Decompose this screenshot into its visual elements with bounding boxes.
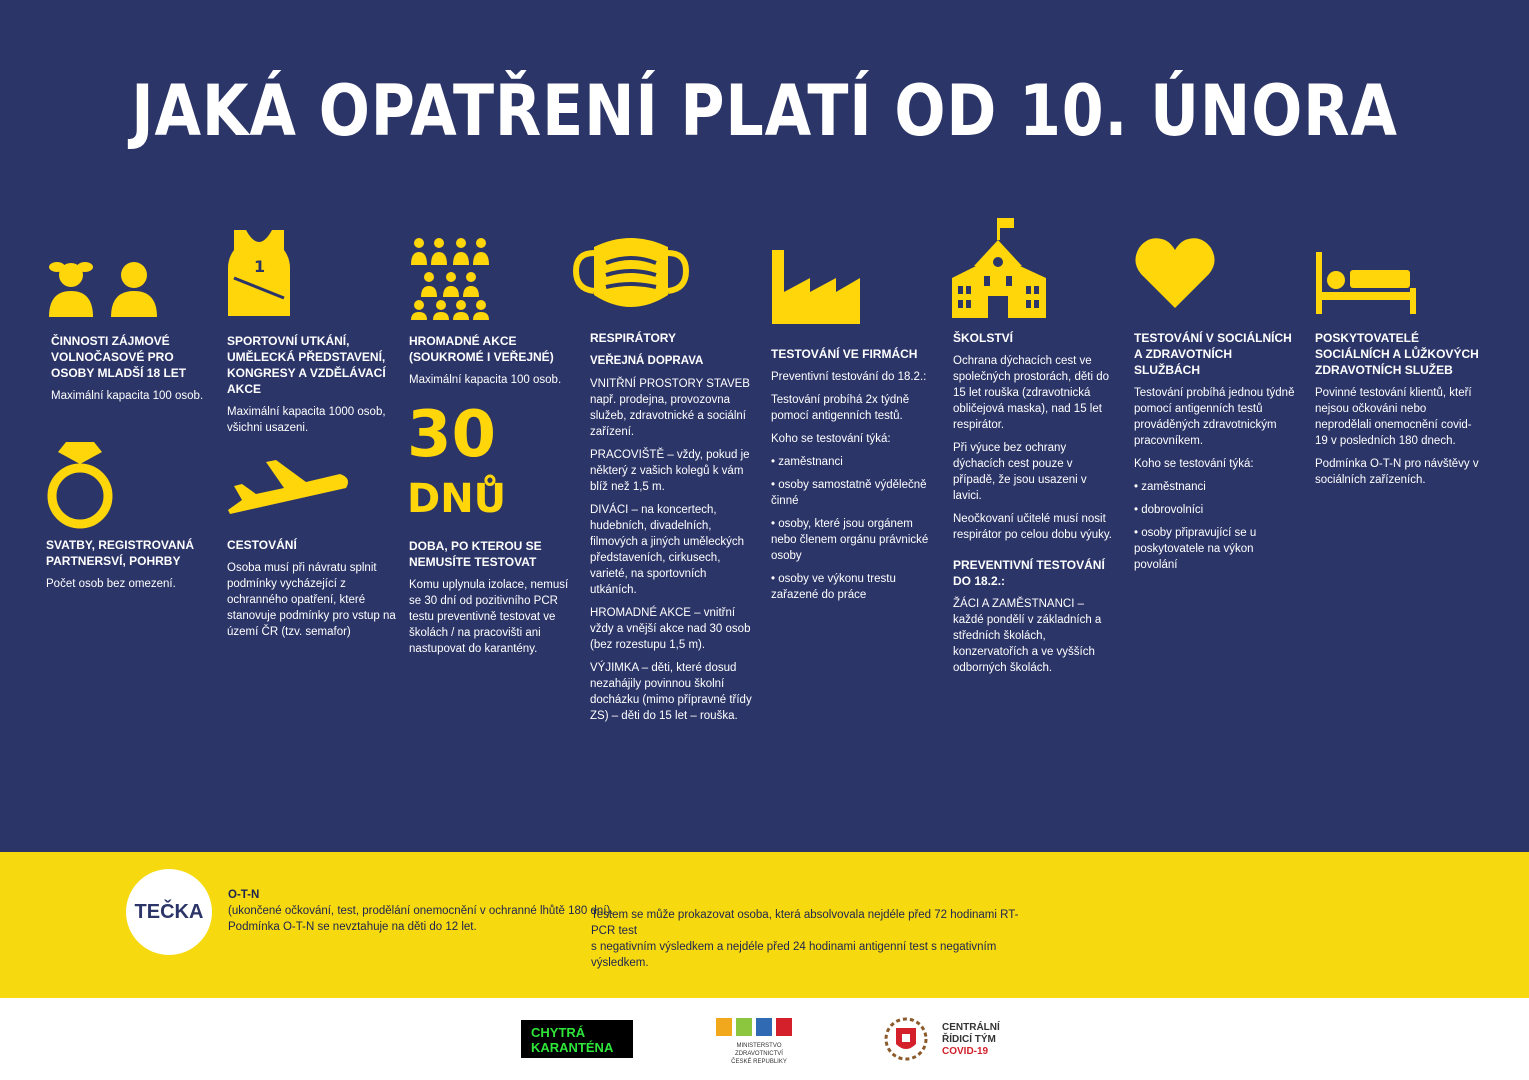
list-item: • zaměstnanci	[771, 456, 843, 468]
crt-line-1: CENTRÁLNÍ	[942, 1022, 1000, 1033]
ministry-line-1: MINISTERSTVO ZDRAVOTNICTVÍ	[735, 1043, 783, 1057]
text-no-test-period: Komu uplynula izolace, nemusí se 30 dní od pozitivního PCR testu preventivně testovat ve školách / na pracovišti ani nastupovat do karantény.	[409, 579, 569, 655]
ck-line-1: CHYTRÁ	[531, 1025, 586, 1040]
mask-icon	[572, 233, 690, 313]
page-title: JAKÁ OPATŘENÍ PLATÍ OD 10. ÚNORA	[131, 70, 1398, 152]
test-info	[591, 907, 1031, 971]
text-preventive-testing: Preventivní testování do 18.2.:	[771, 371, 927, 383]
column-leisure	[51, 333, 211, 404]
otn-title: O-T-N	[228, 889, 260, 901]
ministry-label	[714, 1042, 804, 1066]
column-schools	[953, 330, 1113, 676]
text-weddings: Počet osob bez omezení.	[46, 578, 176, 590]
text-pupils-staff: ŽÁCI A ZAMĚSTNANCI – každé pondělí v základních a středních školách, konzervatořích a ve vyšších odborných školách.	[953, 598, 1102, 674]
school-icon	[950, 216, 1048, 320]
tecka-badge: TEČKA	[126, 869, 212, 955]
text-spectators: DIVÁCI – na koncertech, hudebních, divadelních, filmových a jiných uměleckých představeních, cirkusech, varieté, na sportovních utkáních.	[590, 504, 745, 596]
column-weddings	[46, 537, 206, 592]
text-schools-teaching: Při výuce bez ochrany dýchacích cest pouze v případě, že jsou usazeni v lavici.	[953, 442, 1087, 502]
list-item: • osoby ve výkonu trestu zařazené do práce	[771, 573, 896, 601]
test-line-2: s negativním výsledkem a nejdéle před 24 hodinami antigenní test s negativním výsledkem.	[591, 941, 997, 969]
ministry-logo	[714, 1016, 804, 1064]
text-who-tested: Koho se testování týká:	[771, 433, 891, 445]
list-item: • osoby samostatně výdělečně činné	[771, 479, 927, 507]
children-icon	[44, 255, 164, 320]
text-mass-events-capacity: Maximální kapacita 100 osob.	[409, 374, 562, 386]
list-item: • osoby, které jsou orgánem nebo členem orgánu právnické osoby	[771, 518, 929, 562]
heading-schools: ŠKOLSTVÍ	[953, 331, 1014, 345]
jersey-icon	[226, 228, 292, 318]
text-social-testing: Testování probíhá jednou týdně pomocí antigenních testů prováděných zdravotnickým pracovníkem.	[1134, 387, 1295, 447]
heart-icon	[1133, 236, 1217, 310]
heading-company-testing: TESTOVÁNÍ VE FIRMÁCH	[771, 347, 918, 361]
heading-mass-events: HROMADNÉ AKCE (SOUKROMÉ I VEŘEJNÉ)	[409, 334, 554, 364]
heading-leisure: ČINNOSTI ZÁJMOVÉ VOLNOČASOVÉ PRO OSOBY MLADŠÍ 18 LET	[51, 334, 187, 380]
otn-line-1: (ukončené očkování, test, prodělání onemocnění v ochranné lhůtě 180 dní).	[228, 905, 614, 917]
list-social-tested	[1134, 479, 1299, 573]
crest-icon	[884, 1016, 928, 1062]
list-item: • osoby připravující se u poskytovatele na výkon povolání	[1134, 527, 1257, 571]
column-mass-events	[409, 333, 569, 388]
chytra-karantena-logo	[521, 1020, 633, 1058]
column-respirators	[590, 330, 755, 724]
airplane-icon	[226, 458, 350, 520]
text-travel: Osoba musí při návratu splnit podmínky vycházející z ochranného opatření, které stanovuje podmínky pro vstup na území ČR (tzv. semafor)	[227, 562, 396, 638]
heading-weddings: SVATBY, REGISTROVANÁ PARTNERSVÍ, POHRBY	[46, 538, 195, 568]
test-line-1: Testem se může prokazovat osoba, která absolvovala nejdéle před 72 hodinami RT-PCR test	[591, 909, 1019, 937]
column-providers	[1315, 330, 1480, 488]
text-mass-events-resp: HROMADNÉ AKCE – vnitřní vždy a vnější akce nad 30 osob (bez rozestupu 1,5 m).	[590, 607, 751, 651]
crt-line-3: COVID-19	[942, 1046, 989, 1057]
central-team-text	[942, 1022, 1000, 1058]
heading-social-health: TESTOVÁNÍ V SOCIÁLNÍCH A ZDRAVOTNÍCH SLUŽBÁCH	[1134, 331, 1292, 377]
list-item: • dobrovolníci	[1134, 504, 1204, 516]
ring-icon	[44, 438, 116, 534]
big-number-30: 30	[407, 398, 497, 472]
column-travel	[227, 537, 397, 640]
column-no-test-period	[409, 538, 569, 657]
big-unit-days: DNŮ	[407, 476, 507, 522]
crt-line-2: ŘÍDICÍ TÝM	[942, 1034, 996, 1045]
text-workplace: PRACOVIŠTĚ – vždy, pokud je některý z vašich kolegů k vám blíž než 1,5 m.	[590, 449, 750, 493]
heading-sports: SPORTOVNÍ UTKÁNÍ, UMĚLECKÁ PŘEDSTAVENÍ, KONGRESY A VZDĚLÁVACÍ AKCE	[227, 334, 386, 396]
text-providers-testing: Povinné testování klientů, kteří nejsou očkováni nebo neprodělali onemocnění covid-19 v posledních 180 dnech.	[1315, 387, 1472, 447]
column-sports	[227, 333, 397, 436]
text-providers-otn: Podmínka O-T-N pro návštěvy v sociálních zařízeních.	[1315, 458, 1479, 486]
ministry-emblem-icon	[714, 1016, 804, 1040]
crowd-icon	[409, 235, 491, 320]
ck-line-2: KARANTÉNA	[531, 1040, 614, 1055]
heading-respirators: RESPIRÁTORY	[590, 331, 677, 345]
bed-icon	[1314, 250, 1418, 316]
factory-icon	[770, 248, 862, 326]
heading-travel: CESTOVÁNÍ	[227, 538, 297, 552]
column-company-testing	[771, 346, 936, 603]
heading-preventive-testing: PREVENTIVNÍ TESTOVÁNÍ DO 18.2.:	[953, 558, 1105, 588]
text-public-transport: VEŘEJNÁ DOPRAVA	[590, 355, 704, 367]
svg-text:1: 1	[254, 257, 266, 276]
central-team-logo	[884, 1016, 1014, 1064]
text-social-who: Koho se testování týká:	[1134, 458, 1254, 470]
text-sports-capacity: Maximální kapacita 1000 osob, všichni usazeni.	[227, 406, 386, 434]
text-indoor: VNITŘNÍ PROSTORY STAVEB např. prodejna, provozovna služeb, zdravotnické a sociální zařízení.	[590, 378, 750, 438]
text-testing-frequency: Testování probíhá 2x týdně pomocí antigenních testů.	[771, 394, 910, 422]
text-leisure-capacity: Maximální kapacita 100 osob.	[51, 390, 204, 402]
otn-info	[228, 887, 614, 935]
otn-line-2: Podmínka O-T-N se nevztahuje na děti do 12 let.	[228, 921, 477, 933]
column-social-health	[1134, 330, 1299, 573]
ministry-line-2: ČESKÉ REPUBLIKY	[731, 1059, 787, 1065]
heading-providers: POSKYTOVATELÉ SOCIÁLNÍCH A LŮŽKOVÝCH ZDRAVOTNÍCH SLUŽEB	[1315, 331, 1479, 377]
text-schools-protection: Ochrana dýchacích cest ve společných prostorách, děti do 15 let rouška (zdravotnická obličejová maska), nad 15 let respirátor.	[953, 355, 1109, 431]
list-company-tested	[771, 454, 936, 603]
text-schools-teachers: Neočkovaní učitelé musí nosit respirátor po celou dobu výuky.	[953, 513, 1112, 541]
text-exception: VÝJIMKA – děti, které dosud nezahájily povinnou školní docházku (mimo přípravné třídy ZS) – děti do 15 let – rouška.	[590, 662, 752, 722]
heading-no-test-period: DOBA, PO KTEROU SE NEMUSÍTE TESTOVAT	[409, 539, 542, 569]
list-item: • zaměstnanci	[1134, 481, 1206, 493]
